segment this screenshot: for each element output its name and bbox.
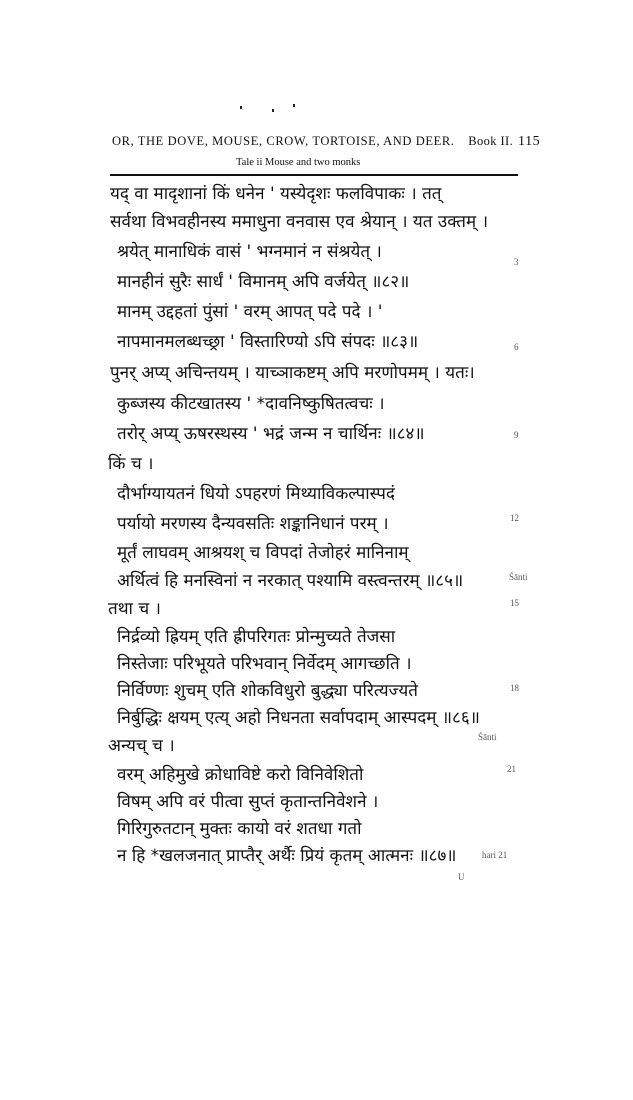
line-number: 12 [510, 513, 519, 523]
line-number: 9 [514, 430, 519, 440]
text-line: नापमानमलब्धच्छ्रा ' विस्तारिण्यो ऽपि संपदः ॥८३॥ [117, 332, 419, 352]
text-line: पर्यायो मरणस्य दैन्यवसतिः शङ्कानिधानं परम् । [117, 514, 389, 534]
text-line: निर्द्रव्यो ह्रियम् एति ह्रीपरिगतः प्रोन्मुच्यते तेजसा [117, 627, 396, 647]
speck [272, 109, 274, 112]
text-line: कुब्जस्य कीटखातस्य ' *दावनिष्कुषितत्वचः । [117, 394, 385, 414]
text-line: किं च । [108, 454, 154, 474]
line-number: 21 [507, 764, 516, 774]
text-line: तरोर् अप्य् ऊषरस्थस्य ' भद्रं जन्म न चार्थिनः ॥८४॥ [117, 424, 425, 444]
text-line: मानम् उद्दहतां पुंसां ' वरम् आपत् पदे पदे । ' [117, 302, 383, 322]
page-number: 115 [518, 134, 541, 149]
text-line: मानहीनं सुरैः सार्धं ' विमानम् अपि वर्जयेत् ॥८२॥ [117, 272, 410, 292]
text-line: तथा च । [108, 599, 162, 619]
text-line: अन्यच् च । [108, 736, 175, 756]
text-line: न हि *खलजनात् प्राप्तैर् अर्थैः प्रियं कृतम् आत्मनः ॥८७॥ [117, 846, 457, 866]
header-rule [110, 174, 518, 176]
page-signature: U [458, 872, 465, 882]
speck [240, 106, 242, 109]
source-note: Śānti [509, 572, 528, 582]
line-number: 18 [510, 683, 519, 693]
text-line: अर्थित्वं हि मनस्विनां न नरकात् पश्यामि वस्त्वन्तरम् ॥८५॥ [117, 571, 464, 591]
speck [293, 104, 295, 107]
text-line: मूर्तं लाघवम् आश्रयश् च विपदां तेजोहरं मानिनाम् [117, 543, 409, 563]
text-line: यद् वा मादृशानां किं धनेन ' यस्येदृशः फलविपाकः । तत् [110, 184, 442, 204]
tale-subtitle: Tale ii Mouse and two monks [236, 157, 361, 168]
text-line: विषम् अपि वरं पीत्वा सुप्तं कृतान्तनिवेशने । [117, 792, 379, 812]
text-line: दौर्भाग्यायतनं धियो ऽपहरणं मिथ्याविकल्पास्पदं [117, 484, 395, 504]
text-line: पुनर् अप्य् अचिन्तयम् । याच्ञाकष्टम् अपि मरणोपमम् । यतः। [110, 363, 475, 383]
line-number: 15 [510, 598, 519, 608]
text-line: निस्तेजाः परिभूयते परिभवान् निर्वेदम् आगच्छति । [117, 654, 412, 674]
text-line: निर्बुद्धिः क्षयम् एत्य् अहो निधनता सर्वापदाम् आस्पदम् ॥८६॥ [117, 708, 480, 728]
text-line: श्रयेत् मानाधिकं वासं ' भग्नमानं न संश्रयेत् । [117, 242, 382, 262]
line-number: 3 [514, 257, 519, 267]
line-number: 6 [514, 342, 519, 352]
print-specks [230, 106, 310, 118]
source-note: hari 21 [482, 850, 508, 860]
running-title: OR, THE DOVE, MOUSE, CROW, TORTOISE, AND DEER. [112, 134, 455, 148]
book-label: Book II. [468, 134, 514, 148]
running-header [112, 134, 552, 149]
text-line: निर्विण्णः शुचम् एति शोकविधुरो बुद्ध्या परित्यज्यते [117, 681, 418, 701]
text-line: सर्वथा विभवहीनस्य ममाधुना वनवास एव श्रेयान् । यत उक्तम् । [110, 212, 489, 232]
text-line: गिरिगुरुतटान् मुक्तः कायो वरं शतधा गतो [117, 819, 362, 839]
source-note: Śānti [478, 732, 497, 742]
text-line: वरम् अहिमुखे क्रोधाविष्टे करो विनिवेशितो [117, 765, 364, 785]
